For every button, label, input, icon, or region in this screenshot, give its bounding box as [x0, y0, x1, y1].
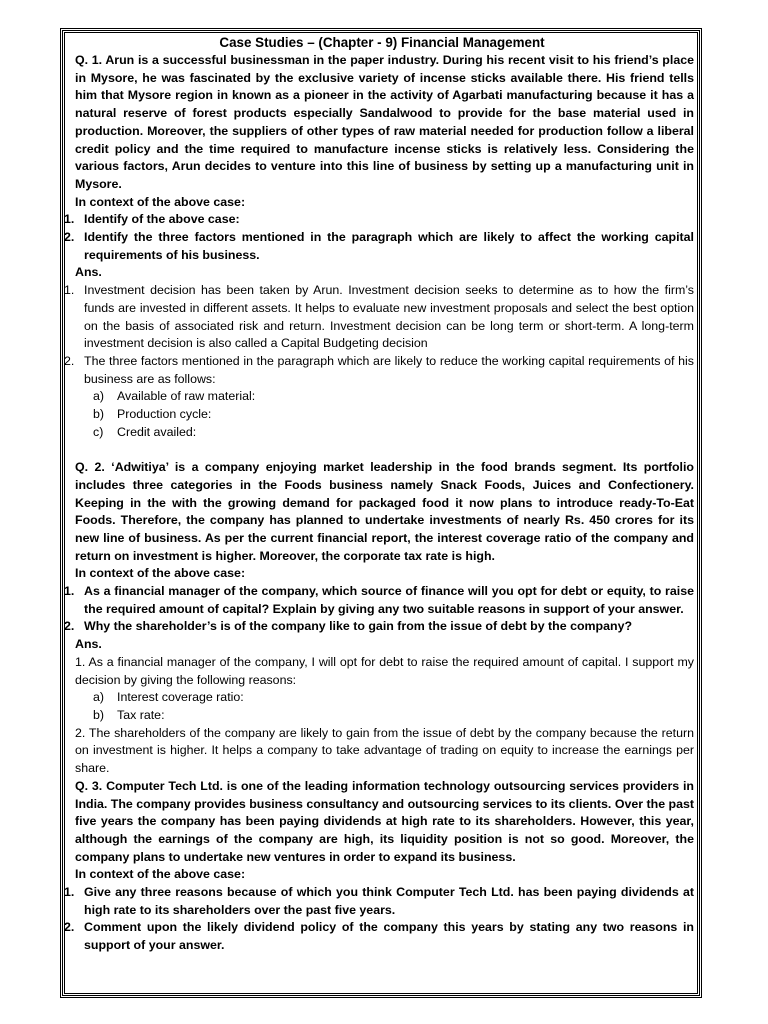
q2-question-1 — [64, 583, 694, 618]
q2-sub-answer-b-num: b) — [93, 708, 105, 722]
q1-question-2-text: Identify the three factors mentioned in the paragraph which are likely to affect the working capital requirements of his business. — [84, 230, 694, 262]
q1-answer-1-text: Investment decision has been taken by Arun. Investment decision seeks to determine as to how the firm’s funds are invested in different assets. It helps to evaluate new investment proposals and select the best option on the basis of associated risk and return. Investment decision can be long term or short-term. A long-term investment decision is also called a Capital Budgeting decision — [84, 283, 694, 351]
q1-sub-answer-a — [93, 388, 694, 406]
q2-question-2 — [64, 618, 694, 636]
q1-ans-label: Ans. — [75, 265, 102, 280]
q2-case-text: Q. 2. ‘Adwitiya’ is a company enjoying market leadership in the food brands segment. Its portfolio includes three categories in the Foods business namely Snack Foods, Juices and Confectionery. Keeping in the with the growing demand for packaged food it now plans to introduce ready-To-Eat Foods. Therefore, the company has planned to undertake investments of nearly Rs. 450 crores for its new line of business. As per the current financial report, the interest coverage ratio of the company and return on investment is higher. Moreover, the corporate tax rate is high. — [75, 460, 694, 563]
q2-question-2-text: Why the shareholder’s is of the company like to gain from the issue of debt by the company? — [84, 619, 633, 634]
q1-sub-answer-a-text: Available of raw material: — [117, 389, 256, 404]
q2-sub-answer-a-num: a) — [93, 690, 105, 705]
q1-context: In context of the above case: — [75, 194, 246, 209]
q3-question-2-num: 2. — [64, 920, 75, 935]
q1-sub-answer-c — [93, 424, 694, 442]
q1-question-2 — [64, 229, 694, 264]
q2-ans-label: Ans. — [75, 637, 102, 652]
q1-question-1-num: 1. — [64, 212, 75, 227]
q2-question-2-num: 2. — [64, 619, 75, 634]
q3-question-2 — [64, 919, 694, 954]
q1-question-1-text: Identify of the above case: — [84, 212, 240, 227]
section-gap — [70, 441, 694, 459]
q3-context: In context of the above case: — [75, 867, 246, 882]
q2-sub-answer-a — [93, 689, 694, 707]
q1-case-text: Q. 1. Arun is a successful businessman in the paper industry. During his recent visit to his friend’s place in Mysore, he was fascinated by the exclusive variety of incense sticks available there. His friend tells him that Mysore region in known as a pioneer in the activity of Agarbati manufacturing because it has a natural reserve of forest products especially Sandalwood to provide for the base material used in production. Moreover, the suppliers of other types of raw material needed for production follow a liberal credit policy and the time required to manufacture incense sticks is relatively less. Considering the various factors, Arun decides to venture into this line of business by setting up a manufacturing unit in Mysore. — [75, 53, 694, 191]
q1-question-2-num: 2. — [64, 230, 75, 245]
q1-sub-answer-a-num: a) — [93, 389, 105, 404]
q1-sub-answer-c-text: Credit availed: — [117, 424, 197, 439]
q1-sub-answer-b-text: Production cycle: — [117, 407, 212, 422]
q3-question-2-text: Comment upon the likely dividend policy of the company this years by stating any two reasons in support of your answer. — [84, 920, 694, 953]
q1-answer-1 — [64, 282, 694, 353]
q1-answer-2-num: 2. — [64, 353, 75, 368]
q1-answer-2-text: The three factors mentioned in the paragraph which are likely to reduce the working capital requirements of his business are as follows: — [84, 353, 694, 386]
q2-sub-answer-a-text: Interest coverage ratio: — [117, 690, 244, 705]
q1-sub-answer-c-num: c) — [93, 424, 104, 439]
q3-question-1-num: 1. — [64, 885, 75, 900]
q1-sub-answer-b-num: b) — [93, 407, 105, 422]
q3-case-text: Q. 3. Computer Tech Ltd. is one of the leading information technology outsourcing services providers in India. The company provides business consultancy and outsourcing services to its clients. Over the past five years the company has been paying dividends at high rate to its shareholders. However, this year, although the earnings of the company are high, its liquidity position is not so good. Moreover, the company plans to undertake new ventures in order to expand its business. — [75, 778, 695, 864]
q2-question-1-text: As a financial manager of the company, which source of finance will you opt for debt or equity, to raise the required amount of capital? Explain by giving any two suitable reasons in support of your answer. — [84, 584, 694, 616]
q2-question-1-num: 1. — [64, 584, 75, 599]
q1-sub-answer-b — [93, 406, 694, 424]
q2-sub-answer-b — [93, 707, 694, 725]
q3-question-1 — [64, 884, 694, 919]
q2-sub-answer-b-text: Tax rate: — [117, 708, 165, 722]
q1-answer-1-num: 1. — [64, 283, 75, 298]
q2-context: In context of the above case: — [75, 566, 246, 581]
q2-answer-2: 2. The shareholders of the company are likely to gain from the issue of debt by the company because the return on investment is higher. It helps a company to take advantage of trading on equity to increase the earnings per share. — [75, 725, 694, 776]
page-title: Case Studies – (Chapter - 9) Financial Management — [219, 35, 545, 50]
q1-answer-2 — [64, 353, 694, 388]
q3-question-1-text: Give any three reasons because of which you think Computer Tech Ltd. has been paying dividends at high rate to its shareholders over the past five years. — [84, 885, 694, 917]
document-content — [64, 34, 695, 992]
q2-answer-1: 1. As a financial manager of the company, I will opt for debt to raise the required amount of capital. I support my decision by giving the following reasons: — [75, 654, 694, 687]
q1-question-1 — [64, 211, 694, 229]
